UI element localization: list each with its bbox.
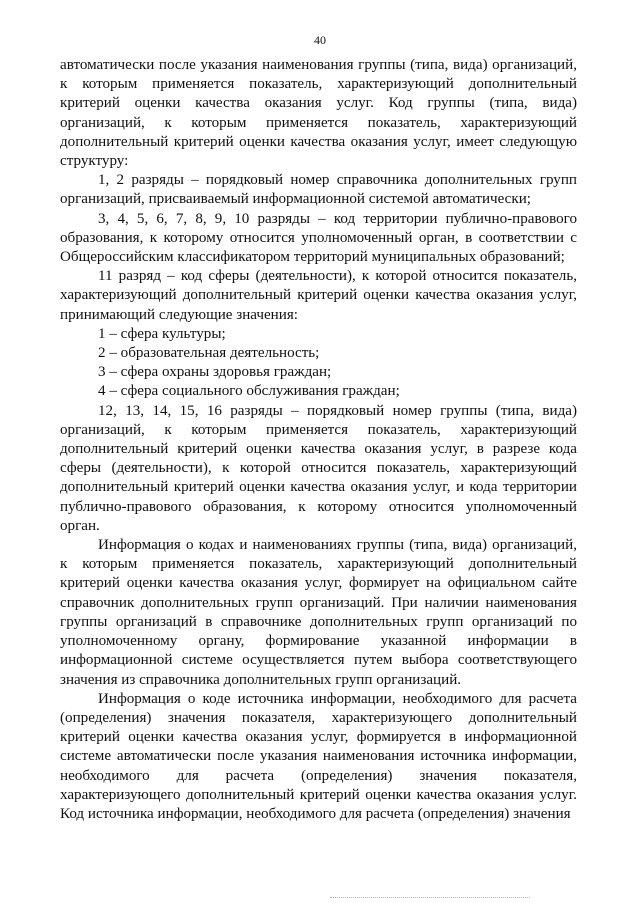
paragraph-group-codes: Информация о кодах и наименованиях группы (типа, вида) организаций, к которым применяется показатель, характеризующий дополнительный критерий оценки качества оказания услуг, формирует на официальном сайте справочник дополнительных групп организаций. При наличии наименования группы организаций в справочнике дополнительных групп организаций по уполномоченному органу, формирование указанной информации в информационной системе осуществляется путем выбора соответствующего значения из справочника дополнительных групп организаций. bbox=[60, 537, 577, 688]
paragraph-digits-1-2: 1, 2 разряды – порядковый номер справочника дополнительных групп организаций, присваиваемый информационной системой автоматически; bbox=[60, 172, 577, 208]
paragraph-source-code: Информация о коде источника информации, необходимого для расчета (определения) значения показателя, характеризующего дополнительный критерий оценки качества оказания услуг, формируется в информационной системе автоматически после указания наименования источника информации, необходимого для расчета (определения) значения показателя, характеризующего дополнительный критерий оценки качества оказания услуг. Код источника информации, необходимого для расчета (определения) значения bbox=[60, 690, 577, 822]
paragraph-digits-12-16: 12, 13, 14, 15, 16 разряды – порядковый номер группы (типа, вида) организаций, к которым применяется показатель, характеризующий дополнительный критерий оценки качества оказания услуг, в разрезе кода сферы (деятельности), к которой относится показатель, характеризующий дополнительный критерий оценки качества оказания услуг, и кода территории публично-правового образования, к которому относится уполномоченный орган. bbox=[60, 402, 577, 534]
paragraph-continuation: автоматически после указания наименования группы (типа, вида) организаций, к которым применяется показатель, характеризующий дополнительный критерий оценки качества оказания услуг. Код группы (типа, вида) организаций, к которым применяется показатель, характеризующий дополнительный критерий оценки качества оказания услуг, имеет следующую структуру: bbox=[60, 57, 577, 170]
scan-artifact-line bbox=[330, 897, 530, 898]
list-item-health: 3 – сфера охраны здоровья граждан; bbox=[98, 364, 332, 381]
paragraph-digits-3-10: 3, 4, 5, 6, 7, 8, 9, 10 разряды – код территории публично-правового образования, к которому относится уполномоченный орган, в соответствии с Общероссийским классификатором территорий муниципальных образований; bbox=[60, 210, 577, 266]
list-item-education: 2 – образовательная деятельность; bbox=[98, 345, 320, 362]
list-item-social: 4 – сфера социального обслуживания граждан; bbox=[98, 383, 400, 400]
page-number: 40 bbox=[314, 33, 326, 47]
list-item-culture: 1 – сфера культуры; bbox=[98, 325, 226, 342]
document-body bbox=[60, 56, 577, 824]
paragraph-digit-11: 11 разряд – код сферы (деятельности), к которой относится показатель, характеризующий дополнительный критерий оценки качества оказания услуг, принимающий следующие значения: bbox=[60, 268, 577, 323]
